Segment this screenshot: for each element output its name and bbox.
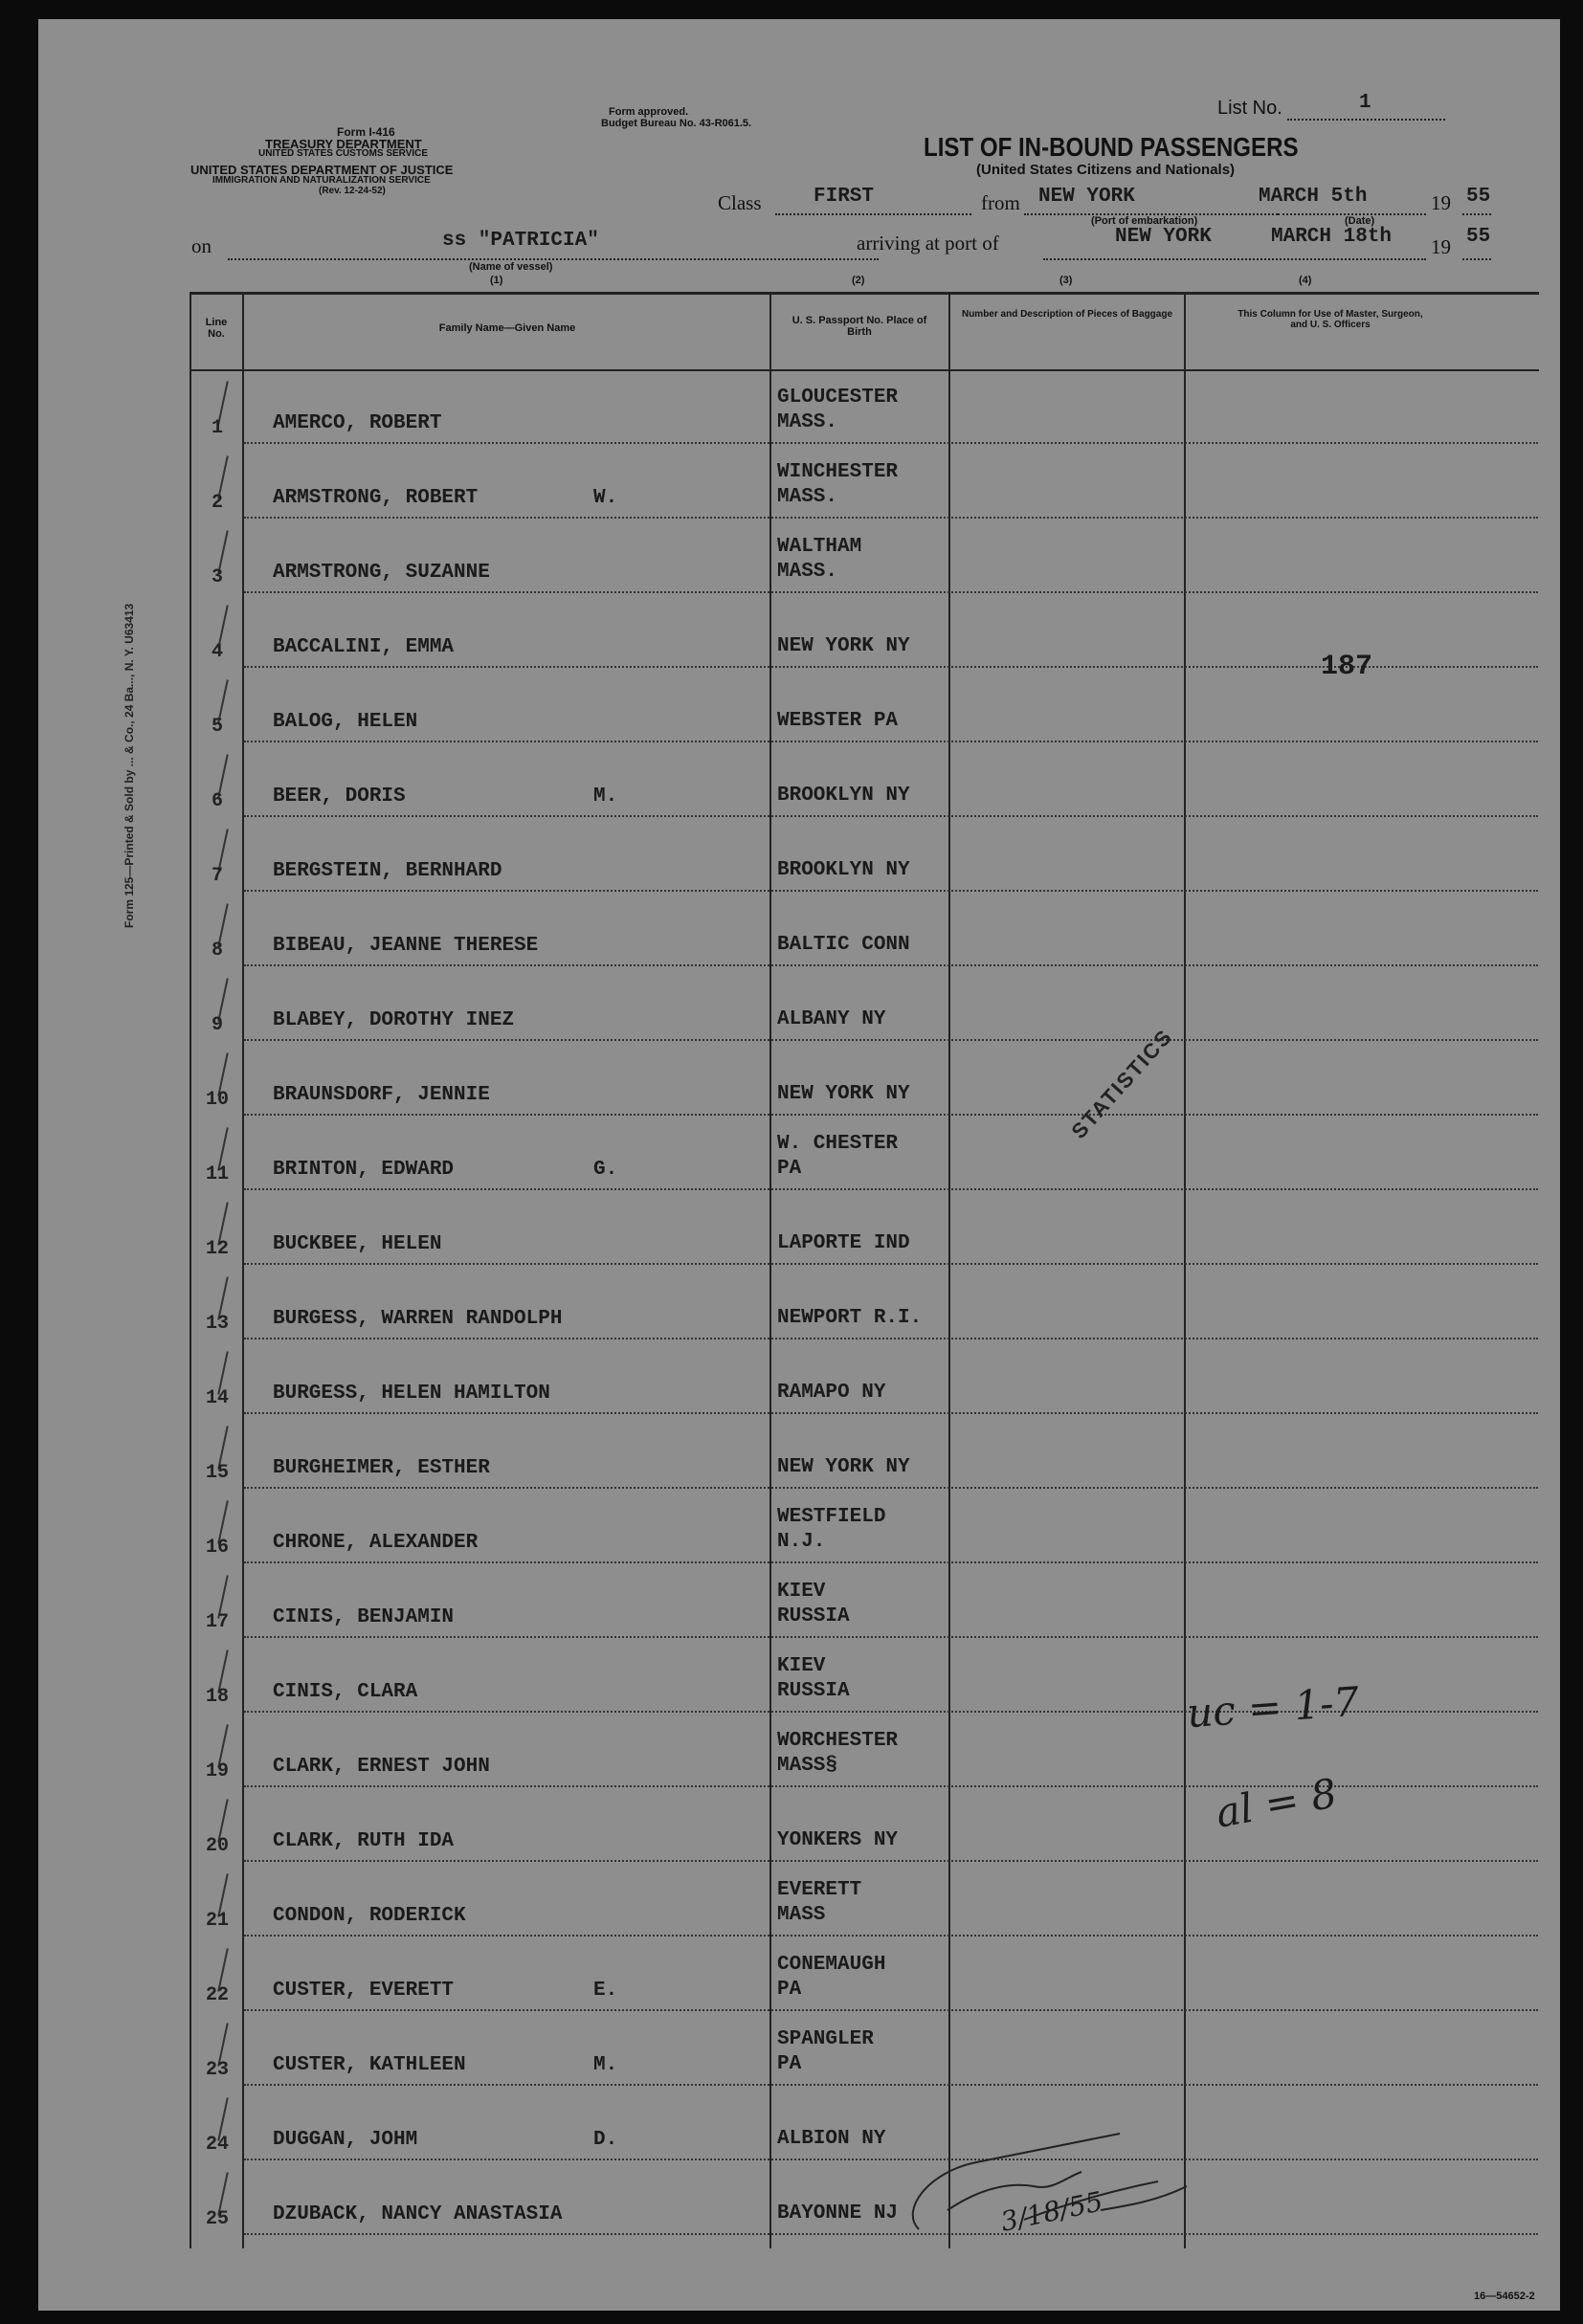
header-line-no: Line No.	[205, 317, 228, 340]
table-header-border	[190, 369, 1539, 371]
header-baggage: Number and Description of Pieces of Baggage	[961, 309, 1173, 320]
revision: (Rev. 12-24-52)	[319, 186, 386, 196]
passenger-name: BURGESS, WARREN RANDOLPH	[273, 1308, 563, 1330]
arrival-date: MARCH 18th	[1271, 226, 1393, 248]
birthplace-line-1: WALTHAM	[777, 536, 862, 558]
footer-code: 16—54652-2	[1474, 2291, 1535, 2302]
passenger-name: BLABEY, DOROTHY INEZ	[273, 1009, 515, 1031]
handwritten-note-uc: uc = 1-7	[1185, 1677, 1361, 1737]
header-officers: This Column for Use of Master, Surgeon, and U. S. Officers	[1237, 309, 1423, 330]
row-dotted-line	[244, 815, 1538, 817]
birthplace-line-1: EVERETT	[777, 1879, 862, 1901]
statistics-stamp: STATISTICS	[1066, 1024, 1177, 1143]
passenger-name: AMERCO, ROBERT	[273, 412, 442, 434]
passenger-name: ARMSTRONG, SUZANNE	[273, 562, 490, 584]
column-number-4: (4)	[1299, 275, 1312, 286]
year-prefix: 19	[1431, 191, 1451, 214]
passenger-name: BRINTON, EDWARD	[273, 1159, 455, 1181]
passenger-name: CUSTER, KATHLEEN	[273, 2054, 466, 2076]
row-dotted-line	[244, 517, 1538, 519]
birthplace-line-2: N.J.	[777, 1531, 826, 1553]
middle-initial: M.	[593, 786, 618, 808]
line-number: 21	[205, 1910, 229, 1932]
embarkation-label: (Port of embarkation)	[1091, 215, 1198, 227]
on-label: on	[191, 234, 212, 257]
birthplace-line-1: KIEV	[777, 1655, 826, 1677]
row-dotted-line	[244, 591, 1538, 593]
line-number: 7	[211, 865, 223, 887]
line-number: 19	[205, 1760, 229, 1782]
row-dotted-line	[244, 890, 1538, 892]
from-value: NEW YORK	[1038, 186, 1135, 208]
middle-initial: W.	[593, 487, 618, 509]
line-number: 22	[205, 1984, 229, 2006]
birthplace-line-1: W. CHESTER	[777, 1133, 899, 1155]
birthplace-line-1: CONEMAUGH	[777, 1954, 886, 1976]
birthplace-line-2: PA	[777, 2053, 802, 2075]
arrival-year-line	[1462, 258, 1491, 260]
passenger-name: BALOG, HELEN	[273, 711, 418, 733]
row-dotted-line	[244, 1636, 1538, 1638]
line-number: 8	[211, 940, 223, 962]
year-line	[1462, 213, 1491, 215]
header-passport: U. S. Passport No. Place of Birth	[792, 315, 927, 338]
passenger-name: CHRONE, ALEXANDER	[273, 1532, 479, 1554]
ins-service: IMMIGRATION AND NATURALIZATION SERVICE	[212, 175, 431, 186]
birthplace-line-2: MASS.	[777, 486, 838, 508]
col-divider-baggage	[1184, 292, 1186, 2248]
passenger-name: BURGHEIMER, ESTHER	[273, 1457, 490, 1479]
column-number-2: (2)	[852, 275, 865, 286]
birthplace-line-2: RAMAPO NY	[777, 1382, 886, 1404]
row-dotted-line	[244, 1039, 1538, 1041]
birthplace-line-2: BROOKLYN NY	[777, 859, 910, 881]
line-number: 3	[211, 566, 223, 588]
birthplace-line-2: BROOKLYN NY	[777, 785, 910, 807]
line-number: 12	[205, 1238, 229, 1260]
column-number-1: (1)	[490, 275, 503, 286]
arrival-year: 55	[1466, 226, 1491, 248]
birthplace-line-2: YONKERS NY	[777, 1829, 899, 1851]
document-sheet	[38, 19, 1560, 2311]
birthplace-line-1: SPANGLER	[777, 2028, 874, 2050]
officer-number: 187	[1321, 651, 1373, 683]
row-dotted-line	[244, 1860, 1538, 1862]
col-divider-name	[769, 292, 771, 2248]
list-no-label: List No.	[1217, 98, 1282, 119]
row-dotted-line	[244, 964, 1538, 966]
budget-bureau: Budget Bureau No. 43-R061.5.	[601, 118, 752, 129]
col-divider-passport	[948, 292, 950, 2248]
from-label: from	[981, 191, 1020, 214]
arrival-port: NEW YORK	[1115, 226, 1212, 248]
birthplace-line-2: NEW YORK NY	[777, 635, 910, 657]
row-dotted-line	[244, 1785, 1538, 1787]
middle-initial: G.	[593, 1159, 618, 1181]
birthplace-line-2: NEWPORT R.I.	[777, 1307, 923, 1329]
passenger-name: BIBEAU, JEANNE THERESE	[273, 935, 539, 957]
vessel-name: ss "PATRICIA"	[442, 230, 599, 252]
passenger-name: CLARK, ERNEST JOHN	[273, 1756, 490, 1778]
vessel-label: (Name of vessel)	[469, 261, 553, 273]
form-subtitle: (United States Citizens and Nationals)	[976, 162, 1236, 178]
form-approved: Form approved.	[609, 106, 689, 118]
line-number: 4	[211, 641, 223, 663]
birthplace-line-2: LAPORTE IND	[777, 1232, 910, 1254]
passenger-name: BRAUNSDORF, JENNIE	[273, 1084, 490, 1106]
row-dotted-line	[244, 1487, 1538, 1489]
list-no-value: 1	[1359, 92, 1371, 114]
row-dotted-line	[244, 1561, 1538, 1563]
row-dotted-line	[244, 741, 1538, 742]
justice-dept: UNITED STATES DEPARTMENT OF JUSTICE	[190, 163, 454, 177]
birthplace-line-2: ALBION NY	[777, 2128, 886, 2150]
passenger-name: BEER, DORIS	[273, 786, 406, 808]
table-top-border	[190, 292, 1539, 295]
signature-date: 3/18/55	[997, 2185, 1106, 2238]
row-dotted-line	[244, 1263, 1538, 1265]
col-divider-line-no	[242, 292, 244, 2248]
line-number: 13	[205, 1313, 229, 1335]
row-dotted-line	[244, 2009, 1538, 2011]
line-number: 15	[205, 1462, 229, 1484]
birthplace-line-1: KIEV	[777, 1581, 826, 1603]
line-number: 14	[205, 1387, 229, 1409]
row-dotted-line	[244, 442, 1538, 444]
birthplace-line-2: NEW YORK NY	[777, 1083, 910, 1105]
birthplace-line-2: MASS§	[777, 1755, 838, 1777]
line-number: 10	[205, 1089, 229, 1111]
line-number: 23	[205, 2059, 229, 2081]
vessel-line	[228, 258, 879, 260]
year-value: 55	[1466, 186, 1491, 208]
birthplace-line-2: MASS	[777, 1904, 826, 1926]
date-label: (Date)	[1345, 215, 1375, 227]
birthplace-line-2: ALBANY NY	[777, 1008, 886, 1030]
middle-initial: E.	[593, 1980, 618, 2002]
class-label: Class	[718, 191, 762, 214]
birthplace-line-1: WINCHESTER	[777, 461, 899, 483]
birthplace-line-2: PA	[777, 1979, 802, 2001]
treasury-dept: TREASURY DEPARTMENT	[265, 137, 422, 151]
line-number: 24	[205, 2134, 229, 2156]
birthplace-line-2: RUSSIA	[777, 1680, 850, 1702]
birthplace-line-2: RUSSIA	[777, 1605, 850, 1627]
birthplace-line-2: WEBSTER PA	[777, 710, 899, 732]
form-title: LIST OF IN-BOUND PASSENGERS	[924, 132, 1299, 162]
row-dotted-line	[244, 1188, 1538, 1190]
passenger-name: CINIS, CLARA	[273, 1681, 418, 1703]
birthplace-line-2: NEW YORK NY	[777, 1456, 910, 1478]
arriving-label: arriving at port of	[857, 232, 999, 255]
middle-initial: D.	[593, 2129, 618, 2151]
passenger-name: CUSTER, EVERETT	[273, 1980, 455, 2002]
line-number: 18	[205, 1686, 229, 1708]
line-number: 17	[205, 1611, 229, 1633]
arrival-year-prefix: 19	[1431, 235, 1451, 258]
list-no-line	[1287, 119, 1445, 121]
row-dotted-line	[244, 1935, 1538, 1937]
passenger-name: CINIS, BENJAMIN	[273, 1606, 455, 1628]
birthplace-line-1: WESTFIELD	[777, 1506, 886, 1528]
departure-date: MARCH 5th	[1259, 186, 1368, 208]
passenger-name: CONDON, RODERICK	[273, 1905, 466, 1927]
header-name: Family Name—Given Name	[438, 322, 576, 334]
line-number: 11	[205, 1163, 229, 1185]
middle-initial: M.	[593, 2054, 618, 2076]
row-dotted-line	[244, 2084, 1538, 2086]
line-number: 6	[211, 790, 223, 812]
row-dotted-line	[244, 1412, 1538, 1414]
printer-side-text: Form 125—Printed & Sold by ... & Co., 24 Ba..., N. Y. U63413	[123, 603, 136, 928]
handwritten-note-al: al = 8	[1212, 1769, 1341, 1837]
row-dotted-line	[244, 1114, 1538, 1116]
passenger-name: BACCALINI, EMMA	[273, 636, 455, 658]
form-number: Form I-416	[337, 125, 395, 139]
line-number: 16	[205, 1537, 229, 1559]
birthplace-line-1: GLOUCESTER	[777, 387, 899, 409]
line-number: 2	[211, 492, 223, 514]
passenger-name: ARMSTRONG, ROBERT	[273, 487, 479, 509]
line-number: 1	[211, 417, 223, 439]
passenger-name: BUCKBEE, HELEN	[273, 1233, 442, 1255]
officer-signature	[890, 2114, 1215, 2258]
line-number: 5	[211, 716, 223, 738]
passenger-name: BURGESS, HELEN HAMILTON	[273, 1383, 550, 1405]
birthplace-line-2: MASS.	[777, 561, 838, 583]
line-number: 25	[205, 2208, 229, 2230]
passenger-name: DUGGAN, JOHM	[273, 2129, 418, 2151]
table-left-border	[190, 292, 191, 2248]
arrival-line	[1043, 258, 1426, 260]
line-number: 20	[205, 1835, 229, 1857]
row-dotted-line	[244, 1338, 1538, 1339]
birthplace-line-1: WORCHESTER	[777, 1730, 899, 1752]
birthplace-line-2: BAYONNE NJ	[777, 2202, 899, 2224]
passenger-name: CLARK, RUTH IDA	[273, 1830, 455, 1852]
customs-service: UNITED STATES CUSTOMS SERVICE	[258, 148, 429, 159]
class-value: FIRST	[814, 186, 875, 208]
column-number-3: (3)	[1059, 275, 1073, 286]
class-line	[775, 213, 971, 215]
passenger-name: BERGSTEIN, BERNHARD	[273, 860, 502, 882]
line-number: 9	[211, 1014, 223, 1036]
birthplace-line-2: BALTIC CONN	[777, 934, 910, 956]
passenger-name: DZUBACK, NANCY ANASTASIA	[273, 2203, 563, 2225]
birthplace-line-2: MASS.	[777, 411, 838, 433]
birthplace-line-2: PA	[777, 1158, 802, 1180]
